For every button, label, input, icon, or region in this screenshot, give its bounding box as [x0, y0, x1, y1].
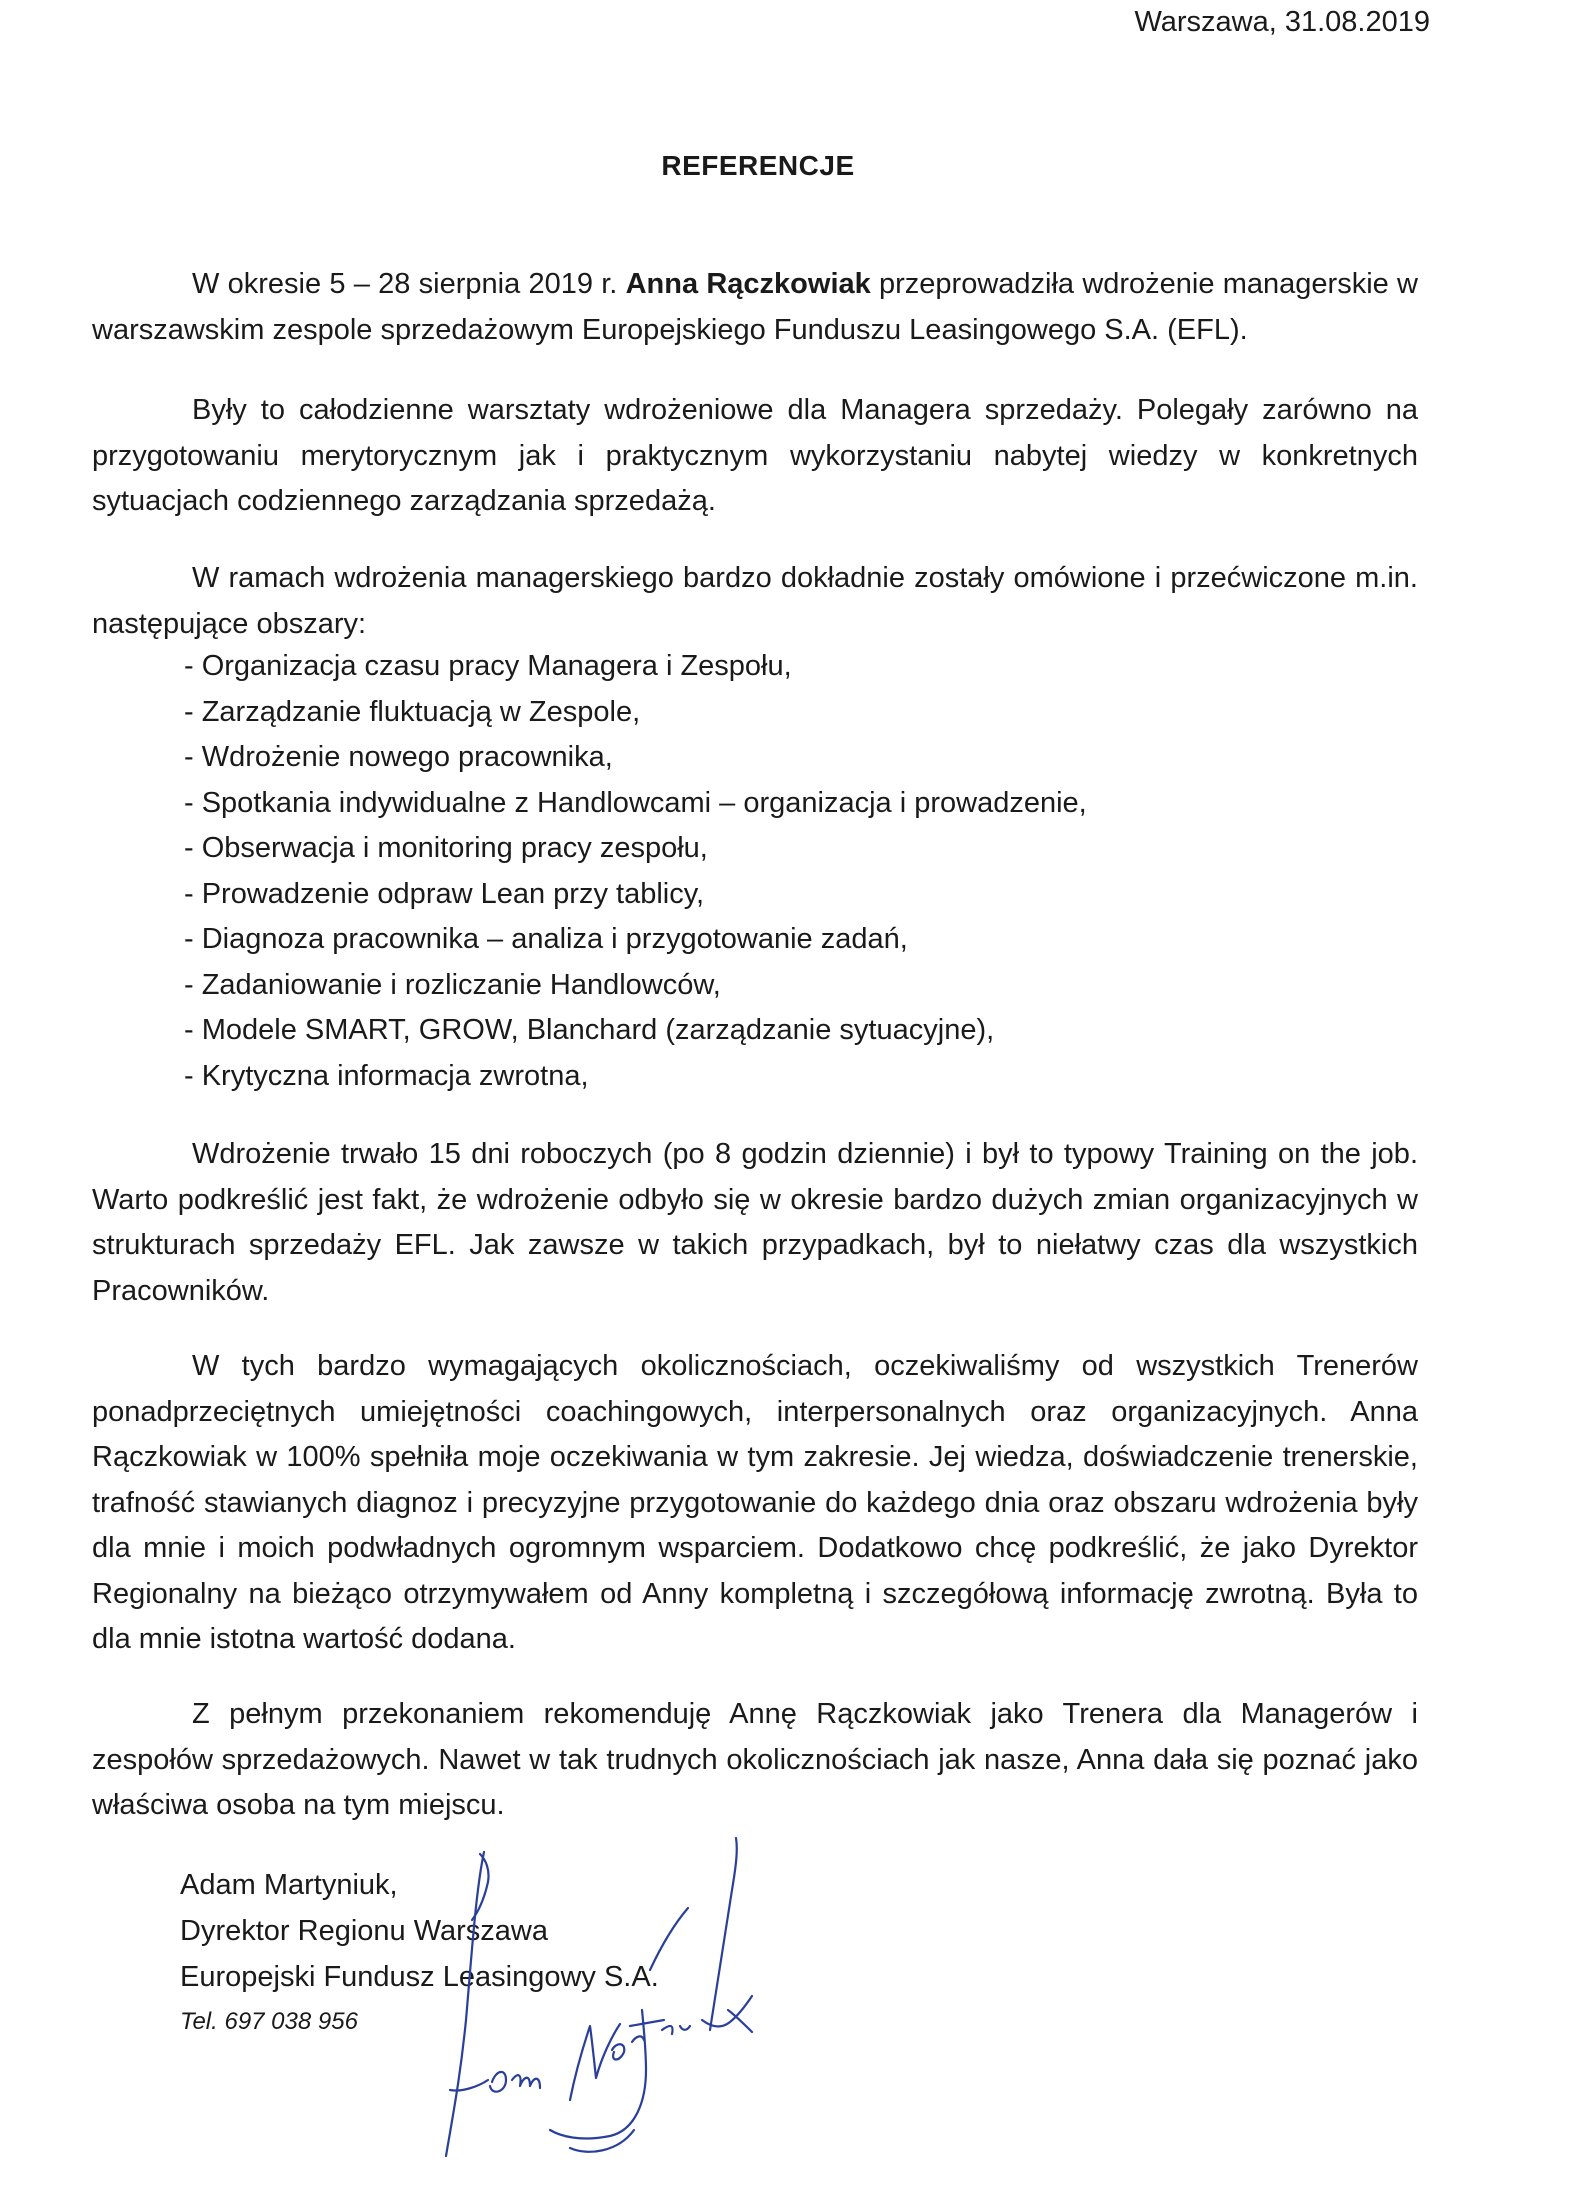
- list-item: - Diagnoza pracownika – analiza i przygotowanie zadań,: [184, 923, 908, 955]
- paragraph-evaluation: [92, 1344, 1418, 1663]
- paragraph-areas-intro-text: W ramach wdrożenia managerskiego bardzo dokładnie zostały omówione i przećwiczone m.in. następujące obszary:: [92, 562, 1418, 640]
- paragraph-areas-intro: [92, 556, 1418, 647]
- list-item: - Zarządzanie fluktuacją w Zespole,: [184, 695, 641, 728]
- letter-title: REFERENCJE: [661, 150, 855, 181]
- list-item: - Obserwacja i monitoring pracy zespołu,: [184, 832, 708, 864]
- paragraph-workshops: [92, 388, 1418, 525]
- paragraph-recommendation-text: Z pełnym przekonaniem rekomenduję Annę Rączkowiak jako Trenera dla Managerów i zespołów sprzedażowych. Nawet w tak trudnych okolicznościach jak nasze, Anna dała się poznać jako właściwa osoba na tym miejscu.: [92, 1698, 1418, 1821]
- paragraph-workshops-text: Były to całodzienne warsztaty wdrożeniowe dla Managera sprzedaży. Polegały zarówno na przygotowaniu merytorycznym jak i praktycznym wykorzystaniu nabytej wiedzy w konkretnych sytuacjach codziennego zarządzania sprzedażą.: [92, 394, 1418, 517]
- signer-position: Dyrektor Regionu Warszawa: [180, 1915, 548, 1947]
- list-item: - Krytyczna informacja zwrotna,: [184, 1059, 589, 1092]
- signer-name: Adam Martyniuk,: [180, 1869, 398, 1901]
- paragraph-intro-post: przeprowadziła wdrożenie managerskie w warszawskim zespole sprzedażowym Europejskiego Funduszu Leasingowego S.A. (EFL).: [92, 268, 1418, 346]
- list-item: - Organizacja czasu pracy Managera i Zespołu,: [184, 650, 792, 682]
- paragraph-evaluation-text: W tych bardzo wymagających okolicznościach, oczekiwaliśmy od wszystkich Trenerów ponadprzeciętnych umiejętności coachingowych, interpersonalnych oraz organizacyjnych. Anna Rączkowiak w 100% spełniła moje oczekiwania w tym zakresie. Jej wiedza, doświadczenie trenerskie, trafność stawianych diagnoz i precyzyjne przygotowanie do każdego dnia oraz obszaru wdrożenia były dla mnie i moich podwładnych ogromnym wsparciem. Dodatkowo chcę podkreślić, że jako Dyrektor Regionalny na bieżąco otrzymywałem od Anny kompletną i szczegółową informację zwrotną. Była to dla mnie istotna wartość dodana.: [92, 1350, 1418, 1655]
- paragraph-duration: [92, 1132, 1418, 1314]
- list-item: - Wdrożenie nowego pracownika,: [184, 741, 613, 773]
- paragraph-intro: [92, 262, 1418, 353]
- paragraph-recommendation: [92, 1692, 1418, 1829]
- signer-phone: Tel. 697 038 956: [180, 2008, 358, 2035]
- areas-list: [184, 644, 1087, 1099]
- list-item: - Prowadzenie odpraw Lean przy tablicy,: [184, 877, 705, 910]
- list-item: - Spotkania indywidualne z Handlowcami – organizacja i prowadzenie,: [184, 786, 1087, 819]
- handwritten-signature-icon: [380, 1830, 800, 2160]
- signer-company: Europejski Fundusz Leasingowy S.A.: [180, 1961, 659, 1993]
- letter-date: Warszawa, 31.08.2019: [1134, 6, 1430, 38]
- paragraph-intro-pre: W okresie 5 – 28 sierpnia 2019 r.: [192, 268, 626, 300]
- trainer-name: Anna Rączkowiak: [625, 268, 871, 300]
- list-item: - Zadaniowanie i rozliczanie Handlowców,: [184, 968, 721, 1001]
- paragraph-duration-text: Wdrożenie trwało 15 dni roboczych (po 8 godzin dziennie) i był to typowy Training on the job. Warto podkreślić jest fakt, że wdrożenie odbyło się w okresie bardzo dużych zmian organizacyjnych w strukturach sprzedaży EFL. Jak zawsze w takich przypadkach, był to niełatwy czas dla wszystkich Pracowników.: [92, 1138, 1418, 1307]
- list-item: - Modele SMART, GROW, Blanchard (zarządzanie sytuacyjne),: [184, 1014, 995, 1046]
